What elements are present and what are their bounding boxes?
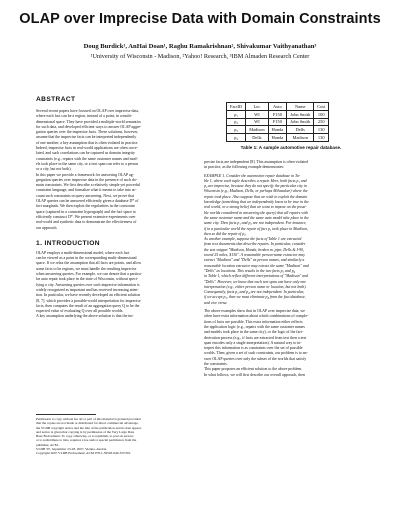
abstract-line: count such constraints in query answering. Next, we prove that — [36, 193, 134, 198]
table-row — [227, 134, 329, 142]
example-line: reasonable location extractor may extract the same "Madison" and — [204, 263, 309, 268]
body-line: terpret this information is as constraints over the set of possible — [204, 346, 303, 351]
example-line: ble worlds considered in answering the query) that all repairs with — [204, 210, 309, 215]
table-cell: F150 — [268, 118, 287, 126]
footnote-line: and notice is given that copying is by permission of the Very Large Data — [36, 429, 135, 434]
abstract-line: or a city, but not both). — [36, 167, 72, 172]
example-line: the same customer name and the same auto model take place in the — [204, 215, 309, 220]
table-cell: Dells — [246, 134, 268, 142]
column-header: Auto — [268, 103, 287, 111]
table-cell: 130 — [314, 134, 329, 142]
introduction-line: expected value of evaluating Q over all possible worlds. — [36, 309, 124, 314]
example-line: ble 1, where each tuple describes a repair. Here, both facts p₁ and — [204, 178, 307, 183]
table-cell: p₄ — [227, 134, 246, 142]
column-header: Name — [287, 103, 314, 111]
abstract-line: constraints (e.g., repairs with the same customer names and mod- — [36, 156, 138, 161]
introduction-line: A key assumption underlying the above solution is that the im- — [36, 314, 134, 319]
example-line: As another example, suppose the facts of Table 1 are extracted — [204, 237, 302, 242]
example-line: in Table 1, which reflect different interpretations of "Madison" and — [204, 274, 309, 279]
table-cell: Madison — [246, 126, 268, 134]
abstract-body — [36, 109, 208, 231]
table-cell: John Smith — [287, 110, 314, 118]
example-line: EXAMPLE 1. Consider the automotive repair database in Ta- — [204, 173, 300, 178]
example-line: then so did the repair of p₂. — [204, 231, 247, 236]
abstract-line: In this paper we provide a framework for answering OLAP ag- — [36, 172, 134, 177]
introduction-line: OLAP employs a multi-dimensional model, where each fact — [36, 250, 130, 255]
body-line: tions of facts are possible. This extra information either reflects — [204, 319, 303, 324]
introduction-line: fying a city. Answering queries over such imprecise information is — [36, 282, 140, 287]
body-line: the constraints. — [204, 361, 228, 366]
abstract-line: our approach. — [36, 225, 58, 230]
body-line: derivation process (e.g., if facts are extracted from text then a text — [204, 335, 307, 340]
footnote-line: VLDB '07, September 23-28, 2007, Vienna, Austria. — [36, 447, 108, 452]
body-line: span encodes only a single interpretation). A natural way to in- — [204, 340, 302, 345]
abstract-line: lated, and such correlations can be captured as domain integrity — [36, 151, 135, 156]
introduction-heading: 1. INTRODUCTION — [36, 239, 100, 247]
body-line: swer OLAP queries over only the subset of the worlds that satisfy — [204, 356, 307, 361]
abstract-line: efficiently construct D*. We present extensive experiments over — [36, 214, 136, 219]
abstract-line: constraint language, and formalize what it means to take into ac- — [36, 188, 137, 193]
footnote-line: Permission to copy without fee all or part of this material is granted provided — [36, 417, 141, 421]
column-header: FactID — [227, 103, 246, 111]
body-line: This paper proposes an efficient solution to the above problem. — [204, 367, 303, 372]
copyright-footnote — [36, 417, 208, 456]
footnote-line: publisher, ACM. — [36, 442, 59, 447]
body-line: The above examples show that in OLAP over imprecise data, we — [204, 309, 305, 314]
abstract-line: Several recent papers have focused on OLAP over imprecise data, — [36, 109, 139, 113]
table-cell: p₃ — [227, 126, 246, 134]
example-line: if we accept p₃, then we must eliminate p₄ from the fact database, — [204, 295, 306, 300]
body-line: precise facts are independent [8]. This assumption is often violated — [204, 160, 309, 164]
table-row — [227, 126, 329, 134]
example-line: Consequently, facts p₃ and p₄ are not independent. In particular, — [204, 290, 305, 295]
introduction-line: can be viewed as a point in the corresponding multi-dimensional — [36, 256, 137, 261]
footnote-line: that the copies are not made or distributed for direct commercial advantage, — [36, 421, 139, 426]
abstract-line: els took place in the same city, or a text span can refer to a person — [36, 161, 139, 166]
table-row — [227, 110, 329, 118]
introduction-line: lar auto repair took place in the state of Wisconsin, without speci- — [36, 277, 139, 282]
example-line: same city. Then facts p₁ and p₂ are not independent. For instance, — [204, 221, 307, 226]
right-intro-body — [204, 160, 378, 171]
example-line: towed 25 miles, $130". A reasonable person-name extractor may — [204, 253, 305, 258]
table-cell: John Smith — [287, 118, 314, 126]
example-line: p₂ are imprecise, because they do not specify the particular city in — [204, 184, 307, 189]
table-cell: p₁ — [227, 110, 246, 118]
author-list: Doug Burdick¹, AnHai Doan¹, Raghu Ramakrishnan², Shivakumar Vaithyanathan³ — [83, 43, 317, 50]
example-line: "Dells". However, we know that each text span can have only one — [204, 279, 306, 284]
example-1 — [204, 174, 378, 306]
abstract-heading: ABSTRACT — [36, 96, 76, 103]
footnote-line: Copyright 2007 VLDB Endowment, ACM 978-1-59593-649-3/07/09. — [36, 451, 131, 456]
example-line: interpretation (e.g., either person name or location, but not both). — [204, 284, 307, 289]
example-line: if in a particular world the repair of fact p₁ took place in Madison, — [204, 226, 308, 231]
right-column — [204, 160, 378, 378]
introduction-line: some facts to be regions, we must handle the resulting imprecise — [36, 266, 137, 271]
example-line: repair took place. Also suppose that we wish to exploit the domain — [204, 194, 308, 199]
introduction-line: [8, 7], which provides a possible-world interpretation for imprecise — [36, 298, 141, 303]
example-line: real world, or a strong belief that we want to impose on the possi- — [204, 205, 307, 210]
table-row — [227, 118, 329, 126]
abstract-line: gation queries over the imprecise facts. These solutions, however, — [36, 130, 139, 135]
introduction-line: when answering queries. For example, we can denote that a particu- — [36, 272, 142, 277]
abstract-line: where each fact can be a region, instead of a point, in a multi- — [36, 114, 133, 119]
footnote-line: Base Endowment. To copy otherwise, or to republish, to post on servers — [36, 434, 134, 439]
example-line: and vice versa. — [204, 300, 228, 305]
table-header-row — [227, 103, 329, 111]
footnote-rule — [36, 414, 96, 415]
abstract-line: space (captured in a constraint hypergraph) and the fact space to — [36, 209, 136, 214]
abstract-line: for such data, and developed efficient ways to answer OLAP aggre- — [36, 124, 142, 129]
body-line: in practice, as the following example demonstrates: — [204, 165, 285, 170]
example-line: knowledge (something that we independently know to be true in the — [204, 200, 309, 205]
table-cell: WI — [246, 118, 268, 126]
body-line: In what follows, we will first describe our overall approach, then — [204, 372, 305, 377]
abstract-line: real-world and synthetic data to demonstrate the effectiveness of — [36, 220, 137, 225]
example-line: "Dells" as locations. This results in the two facts p₃ and p₄ — [204, 268, 295, 273]
introduction-line: tion. In particular, we have recently developed an efficient solution — [36, 293, 141, 298]
abstract-line: assume that the imprecise facts can be interpreted independently — [36, 135, 137, 140]
abstract-line: fact marginals. We then exploit the regularities in the constraint — [36, 204, 135, 209]
table-cell: Honda — [268, 126, 287, 134]
table-cell: Honda — [268, 134, 287, 142]
right-discussion-body — [204, 309, 378, 378]
body-line: and models took place in the same city), or the logic of the fact- — [204, 330, 304, 335]
introduction-line: facts, then computes the result of an aggregation query Q to be the — [36, 303, 140, 308]
introduction-line: space. If we relax the assumption that all facts are points, and allow — [36, 261, 142, 266]
paper-title: OLAP over Imprecise Data with Domain Constraints — [19, 11, 381, 27]
table-cell: 100 — [314, 110, 329, 118]
abstract-line: of one another, a key assumption that is often violated in practice. — [36, 140, 139, 145]
column-header: Loc — [246, 103, 268, 111]
footnote-line: or to redistribute to lists, requires a fee and/or special permission from the — [36, 438, 137, 443]
table-cell: Dells — [287, 126, 314, 134]
footnote-line: the VLDB copyright notice and the title of the publication and its date appear, — [36, 425, 142, 430]
example-line: extract "Madison" and "Dells" as person names, and similarly a — [204, 258, 305, 263]
table-cell: p₂ — [227, 118, 246, 126]
left-column — [36, 96, 208, 320]
repair-table — [226, 102, 329, 142]
affiliation-list: ¹University of Wisconsin - Madison, ²Yahoo! Research, ³IBM Almaden Research Center — [90, 53, 310, 60]
table-cell: 130 — [314, 126, 329, 134]
table-cell: WI — [246, 110, 268, 118]
repair-table-wrap — [226, 102, 329, 142]
table-cell: 250 — [314, 118, 329, 126]
abstract-line: gregation queries over imprecise data in the presence of such do- — [36, 177, 138, 182]
table-cell: F150 — [268, 110, 287, 118]
example-line: the text snippet "Madison, Honda, broken m. pipe, Dells & I-90, — [204, 247, 304, 252]
abstract-line: Indeed, imprecise facts in real-world applications are often corre- — [36, 146, 138, 151]
table-caption: Table 1: A sample automotive repair database. — [240, 145, 342, 150]
body-line: worlds. Then, given a set of such constraints, our problem is to an- — [204, 351, 308, 356]
abstract-line: OLAP queries can be answered efficiently given a database D* of — [36, 199, 139, 204]
abstract-line: dimensional space. They have provided a multiple-world semantics — [36, 119, 141, 124]
example-line: from text documents that describe repairs. In particular, consider — [204, 242, 306, 247]
body-line: the application logic (e.g., repairs with the same customer names — [204, 324, 305, 329]
column-header: Cost — [314, 103, 329, 111]
introduction-line: widely recognized as important and has received increasing atten- — [36, 287, 139, 292]
introduction-body — [36, 251, 208, 320]
abstract-line: main constraints. We first describe a relatively simple yet powerful — [36, 183, 141, 188]
table-cell: Madison — [287, 134, 314, 142]
body-line: often have extra information about which combinations of comple- — [204, 314, 309, 319]
example-line: Wisconsin (e.g., Madison, Dells, or perhaps Milwaukee) where the — [204, 189, 308, 194]
